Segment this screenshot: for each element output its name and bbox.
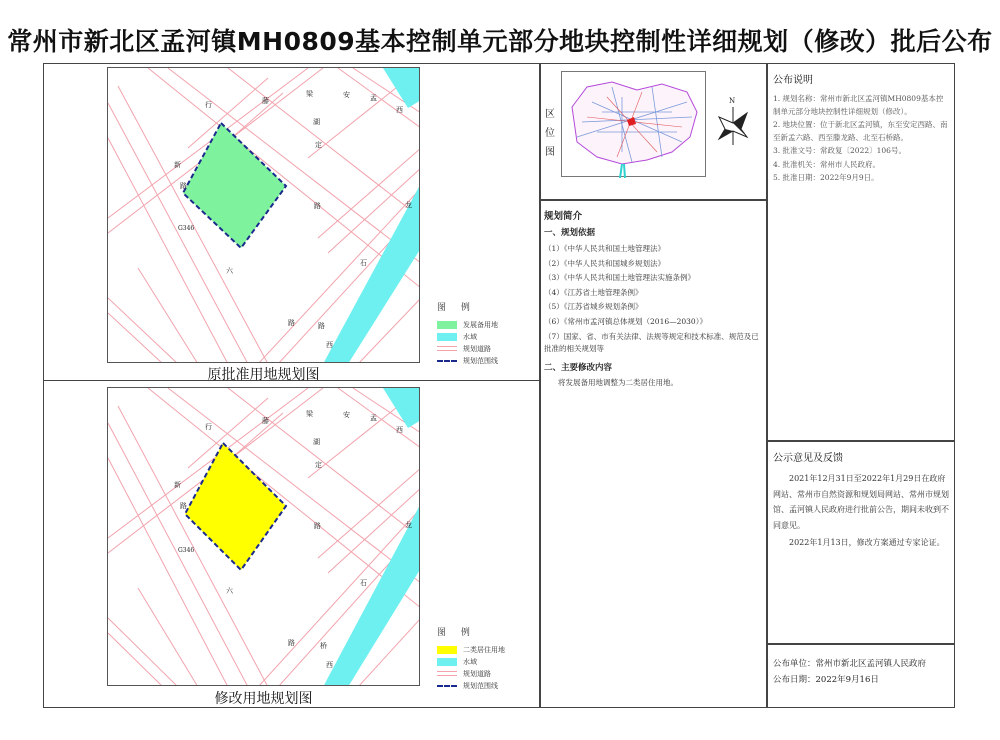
legend-label: 水域 — [463, 332, 477, 341]
revised-map-legend — [437, 625, 505, 692]
notice-heading: 公布说明 — [773, 75, 813, 86]
road-label: G346 — [178, 225, 195, 232]
road-label: 新 — [174, 161, 181, 169]
road-label: 六 — [226, 587, 233, 595]
basis-item: （3）《中华人民共和国土地管理法实施条例》 — [544, 273, 696, 282]
publication-notice — [767, 63, 955, 441]
road-label: 安 — [343, 411, 350, 419]
legend-label: 水域 — [463, 657, 477, 666]
basis-item: （5）《江苏省城乡规划条例》 — [544, 302, 643, 311]
road-label: 西 — [326, 341, 333, 349]
road-label: 路 — [314, 522, 321, 530]
planning-introduction — [540, 200, 767, 708]
intro-heading: 规划简介 — [544, 211, 583, 222]
north-arrow-icon — [713, 95, 753, 159]
publisher-info — [767, 644, 955, 708]
original-map-caption: 原批准用地规划图 — [207, 367, 320, 383]
north-label: N — [729, 97, 736, 105]
road-label: 西 — [326, 661, 333, 669]
road-label: 路 — [318, 322, 325, 330]
notice-item: 5. 批准日期：2022年9月9日。 — [773, 173, 879, 182]
road-label: 湖 — [313, 118, 320, 126]
road-label: 梁 — [306, 410, 313, 418]
legend-title: 图 例 — [437, 628, 476, 638]
legend-swatch-boundary — [437, 360, 457, 362]
road-label: 藤 — [262, 97, 269, 105]
feedback-paragraph: 2022年1月13日，修改方案通过专家论证。 — [789, 538, 945, 547]
public-feedback — [767, 441, 955, 644]
road-label: 梁 — [306, 90, 313, 98]
road-label: 路 — [288, 639, 295, 647]
road-label: G346 — [178, 547, 195, 554]
publisher-unit: 公布单位：常州市新北区孟河镇人民政府 — [773, 659, 927, 669]
notice-item: 1. 规划名称：常州市新北区孟河镇MH0809基本控制单元部分地块控制性详细规划（修改）。 — [773, 94, 944, 116]
road-label: 路 — [288, 319, 295, 327]
basis-item: （2）《中华人民共和国城乡规划法》 — [544, 258, 666, 268]
road-label: 孟 — [370, 414, 377, 422]
intro-section-changes: 二、主要修改内容 — [544, 363, 613, 373]
publish-date: 公布日期：2022年9月16日 — [773, 675, 879, 685]
basis-item: （4）《江苏省土地管理条例》 — [544, 287, 643, 297]
page-title: 常州市新北区孟河镇MH0809基本控制单元部分地块控制性详细规划（修改）批后公布 — [7, 27, 993, 56]
intro-section-basis: 一、规划依据 — [544, 228, 596, 238]
road-label: 孟 — [370, 94, 377, 102]
road-label: 定 — [315, 141, 322, 149]
road-label: 藤 — [262, 417, 269, 425]
legend-title: 图 例 — [437, 303, 476, 313]
legend-swatch-residential — [437, 646, 457, 654]
feedback-paragraph: 2021年12月31日至2022年1月29日在政府网站、常州市自然资源和规划局网站、常州市规划馆、孟河镇人民政府进行批前公告，期间未收到不同意见。 — [773, 474, 949, 530]
road-label: 六 — [226, 267, 233, 275]
original-plot-development-reserve — [183, 123, 286, 248]
legend-label: 发展备用地 — [463, 320, 498, 329]
feedback-heading: 公示意见及反馈 — [773, 453, 843, 464]
legend-label: 规划范围线 — [463, 681, 498, 690]
location-label-char: 图 — [545, 147, 555, 158]
main-change: 将发展备用地调整为二类居住用地。 — [558, 378, 678, 387]
legend-label: 规划道路 — [463, 669, 491, 678]
road-label: 路 — [180, 502, 187, 510]
road-label: 行 — [205, 101, 212, 109]
notice-item: 2. 地块位置：位于新北区孟河镇，东至安定西路、南至新孟六路、西至滕龙路、北至石桥路。 — [773, 120, 948, 142]
basis-item: （6）《常州市孟河镇总体规划（2016—2030）》 — [544, 316, 707, 326]
legend-swatch-boundary — [437, 685, 457, 687]
road-label: 湖 — [313, 438, 320, 446]
legend-label: 规划范围线 — [463, 356, 498, 365]
legend-swatch-water — [437, 333, 457, 341]
road-label: 路 — [314, 202, 321, 210]
legend-swatch-road — [437, 346, 457, 351]
legend-swatch-reserve — [437, 321, 457, 329]
road-label: 定 — [315, 461, 322, 469]
legend-label: 规划道路 — [463, 344, 491, 353]
road-label: 西 — [396, 426, 403, 434]
basis-item: （7）国家、省、市有关法律、法规等规定和技术标准、规范及已批准的相关规划等 — [544, 332, 759, 353]
road-label: 西 — [396, 106, 403, 114]
road-label: 桥 — [320, 642, 327, 650]
location-label-char: 位 — [545, 128, 555, 139]
road-label: 行 — [205, 423, 212, 431]
location-minimap — [561, 71, 706, 177]
revised-land-use-map — [107, 387, 420, 686]
location-label-char: 区 — [545, 109, 555, 120]
legend-swatch-road — [437, 671, 457, 676]
road-label: 龙 — [405, 201, 412, 209]
revised-map-caption: 修改用地规划图 — [214, 691, 313, 707]
original-map-legend — [437, 300, 498, 367]
legend-label: 二类居住用地 — [463, 645, 505, 654]
road-label: 新 — [174, 481, 181, 489]
road-label: 石 — [360, 579, 367, 587]
legend-swatch-water — [437, 658, 457, 666]
revised-plot-residential — [185, 443, 286, 570]
road-label: 路 — [180, 182, 187, 190]
road-label: 安 — [343, 91, 350, 99]
notice-item: 3. 批准文号：常政复〔2022〕106号。 — [773, 146, 906, 155]
original-land-use-map — [107, 67, 420, 363]
notice-item: 4. 批准机关：常州市人民政府。 — [773, 159, 881, 169]
basis-item: （1）《中华人民共和国土地管理法》 — [544, 244, 666, 253]
road-label: 龙 — [405, 521, 412, 529]
road-label: 石 — [360, 259, 367, 267]
